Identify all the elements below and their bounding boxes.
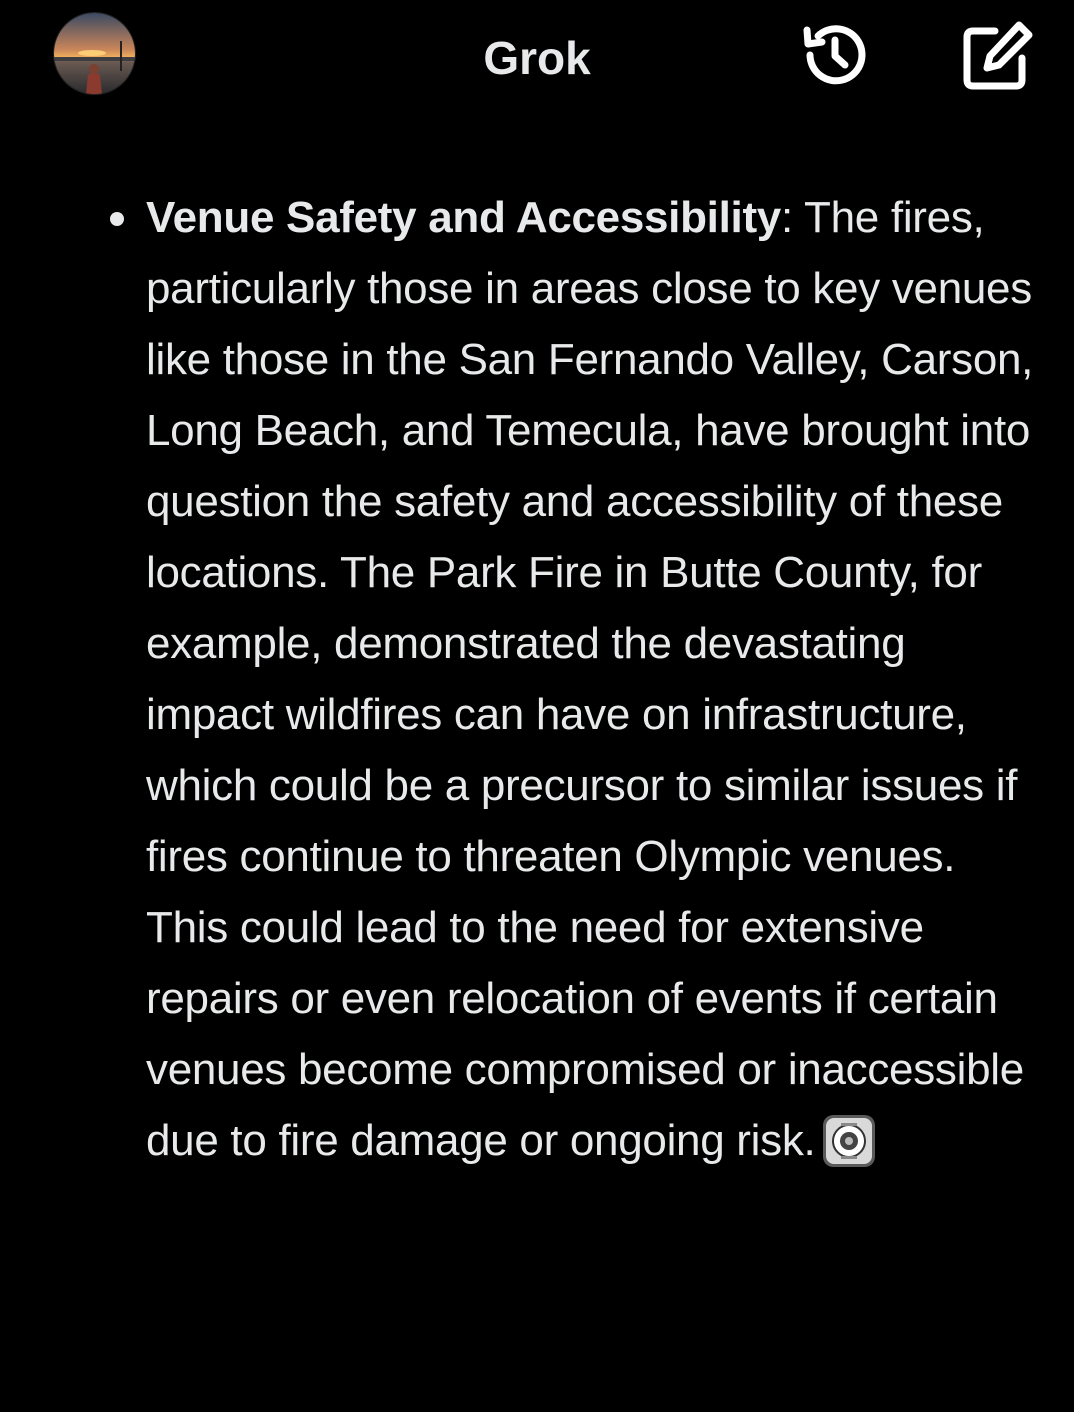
message-content bbox=[104, 182, 1034, 1176]
bullet-list bbox=[104, 182, 1034, 1176]
list-item bbox=[104, 182, 1034, 1176]
source-badge-icon bbox=[823, 1115, 875, 1167]
compose-icon bbox=[961, 18, 1035, 92]
bullet-marker bbox=[110, 212, 124, 226]
bullet-term: Venue Safety and Accessibility bbox=[146, 193, 781, 242]
profile-avatar[interactable] bbox=[54, 13, 135, 94]
bullet-separator: : bbox=[780, 193, 793, 242]
top-bar bbox=[0, 0, 1074, 120]
history-icon bbox=[798, 18, 872, 92]
history-button[interactable] bbox=[798, 18, 872, 92]
avatar-sunset-photo-icon bbox=[54, 13, 135, 94]
bullet-text: The fires, particularly those in areas close to key venues like those in the San Fernando Valley, Carson, Long Beach, and Temecula, have brought into question the safety and accessibility of these locations. The Park Fire in Butte County, for example, demonstrated the devastating impact wildfires can have on infrastructure, which could be a precursor to similar issues if fires continue to threaten Olympic venues. This could lead to the need for extensive repairs or even relocation of events if certain venues become compromised or inaccessible due to fire damage or ongoing risk. bbox=[146, 193, 1034, 1165]
compose-button[interactable] bbox=[961, 18, 1035, 92]
page-title: Grok bbox=[483, 32, 591, 84]
source-badge-button[interactable] bbox=[823, 1115, 875, 1167]
